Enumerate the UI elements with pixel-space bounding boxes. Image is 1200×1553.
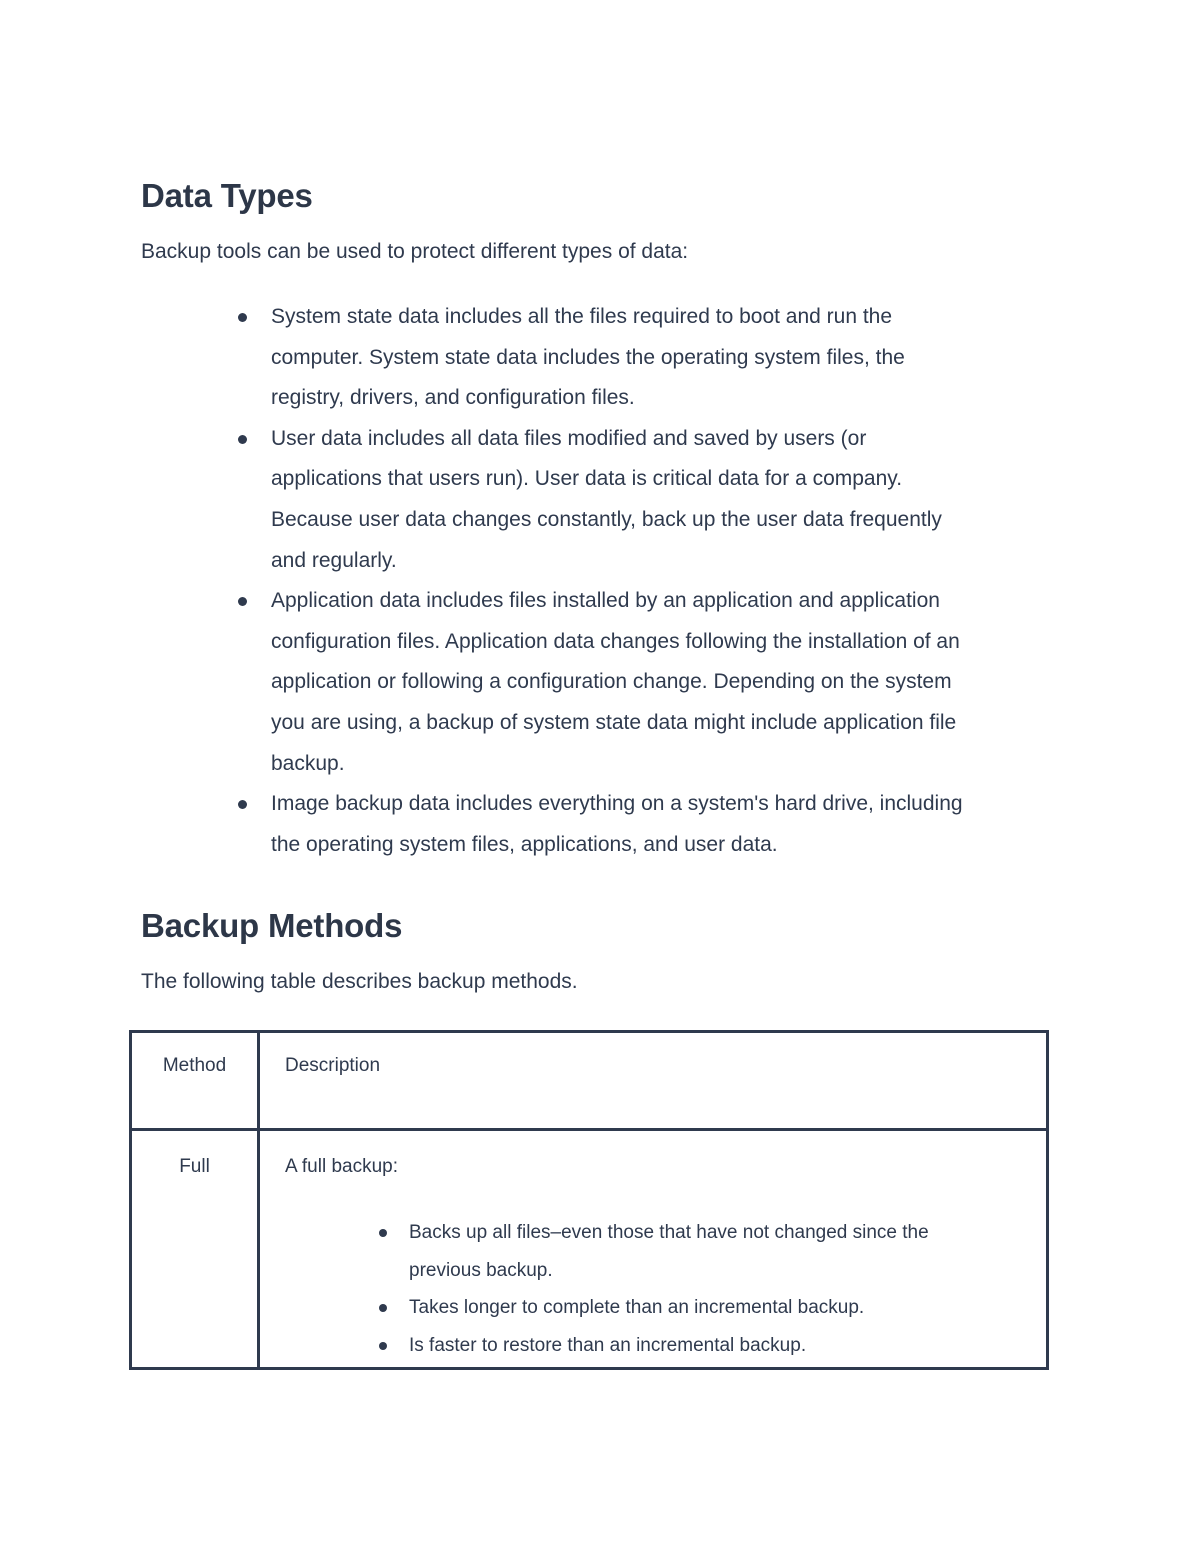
table-header-method: Method [162, 1055, 227, 1076]
list-item-line: you are using, a backup of system state data might include application file [271, 711, 957, 734]
bullet-dot-icon [238, 313, 247, 322]
bullet-dot-icon [238, 597, 247, 606]
table-row-divider [132, 1128, 1046, 1131]
list-item-line: and regularly. [271, 548, 397, 572]
list-item-line: Because user data changes constantly, back up the user data frequently [271, 508, 942, 531]
table-list-item-line: previous backup. [409, 1259, 553, 1281]
table-list-item-line: Is faster to restore than an incremental backup. [409, 1334, 807, 1356]
list-item-line: backup. [271, 751, 345, 775]
bullet-dot-icon [379, 1304, 387, 1312]
bullet-dot-icon [379, 1229, 387, 1237]
table-list-item-line: Takes longer to complete than an incremental backup. [409, 1297, 865, 1318]
table-cell-description-intro: A full backup: [285, 1156, 399, 1177]
bullet-dot-icon [238, 800, 247, 809]
list-item-line: Application data includes files installed by an application and application [271, 589, 940, 613]
backup-methods-table [129, 1030, 1049, 1370]
heading-data-types: Data Types [141, 177, 313, 214]
heading-backup-methods: Backup Methods [141, 907, 403, 944]
list-item-line: application or following a configuration change. Depending on the system [271, 670, 952, 694]
list-item-line: Image backup data includes everything on a system's hard drive, including [271, 792, 963, 816]
bullet-dot-icon [238, 435, 247, 444]
table-header-description: Description [285, 1055, 381, 1076]
table-cell-method-full: Full [179, 1156, 210, 1177]
table-list-item-line: Backs up all files–even those that have not changed since the [409, 1222, 929, 1243]
list-item-line: configuration files. Application data changes following the installation of an [271, 629, 960, 653]
backup-methods-intro: The following table describes backup methods. [141, 970, 578, 993]
list-item-line: System state data includes all the files required to boot and run the [271, 305, 893, 328]
data-types-intro: Backup tools can be used to protect different types of data: [141, 240, 689, 263]
list-item-line: computer. System state data includes the operating system files, the [271, 345, 905, 369]
list-item-line: registry, drivers, and configuration files. [271, 386, 635, 410]
list-item-line: User data includes all data files modified and saved by users (or [271, 426, 867, 450]
list-item-line: applications that users run). User data is critical data for a company. [271, 467, 903, 491]
table-column-divider [257, 1033, 260, 1367]
list-item-line: the operating system files, applications, and user data. [271, 832, 778, 856]
bullet-dot-icon [379, 1342, 387, 1350]
